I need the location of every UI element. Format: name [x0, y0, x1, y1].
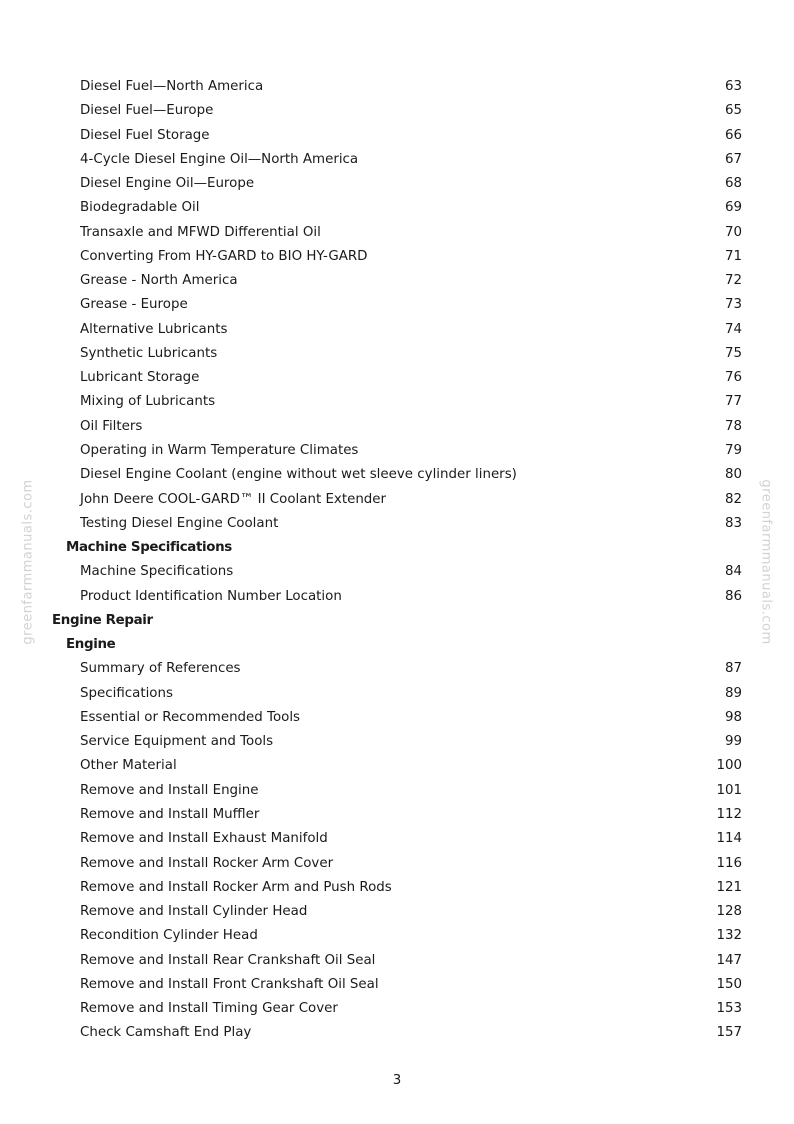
toc-entry-title: Check Camshaft End Play [80, 1025, 252, 1041]
toc-entry-title: Oil Filters [80, 418, 143, 434]
toc-entry-page-number: 157 [716, 1025, 742, 1041]
toc-subsection-heading[interactable] [0, 536, 794, 560]
toc-entry-page-number: 128 [716, 904, 742, 920]
toc-entry[interactable] [0, 75, 794, 99]
toc-entry[interactable] [0, 900, 794, 924]
toc-entry-title: 4-Cycle Diesel Engine Oil—North America [80, 151, 359, 167]
toc-entry[interactable] [0, 245, 794, 269]
toc-entry-page-number: 101 [716, 782, 742, 798]
toc-entry-title: Remove and Install Timing Gear Cover [80, 1001, 338, 1017]
toc-entry[interactable] [0, 949, 794, 973]
toc-entry[interactable] [0, 463, 794, 487]
toc-entry-title: Diesel Engine Oil—Europe [80, 176, 255, 192]
toc-entry[interactable] [0, 657, 794, 681]
toc-entry-title: Service Equipment and Tools [80, 734, 274, 750]
toc-entry[interactable] [0, 342, 794, 366]
toc-entry[interactable] [0, 706, 794, 730]
toc-entry[interactable] [0, 196, 794, 220]
toc-entry-title: Remove and Install Rocker Arm and Push Rods [80, 879, 392, 895]
toc-entry[interactable] [0, 754, 794, 778]
toc-entry-title: Biodegradable Oil [80, 200, 200, 216]
toc-entry[interactable] [0, 293, 794, 317]
toc-entry-page-number: 78 [724, 418, 742, 434]
toc-entry-page-number: 112 [716, 806, 742, 822]
toc-entry-page-number: 116 [716, 855, 742, 871]
toc-entry[interactable] [0, 390, 794, 414]
toc-entry-title: Diesel Engine Coolant (engine without wet sleeve cylinder liners) [80, 467, 517, 483]
toc-entry-page-number: 77 [724, 394, 742, 410]
toc-entry-title: Alternative Lubricants [80, 321, 228, 337]
toc-entry-page-number: 71 [724, 248, 742, 264]
toc-entry-title: Remove and Install Cylinder Head [80, 904, 308, 920]
toc-entry[interactable] [0, 1021, 794, 1045]
toc-entry-page-number: 74 [724, 321, 742, 337]
toc-entry[interactable] [0, 876, 794, 900]
toc-entry[interactable] [0, 585, 794, 609]
toc-entry[interactable] [0, 415, 794, 439]
toc-entry[interactable] [0, 318, 794, 342]
toc-entry-title: Synthetic Lubricants [80, 345, 218, 361]
toc-entry[interactable] [0, 730, 794, 754]
toc-entry-page-number: 66 [724, 127, 742, 143]
toc-entry-page-number: 76 [724, 370, 742, 386]
toc-entry-title: Machine Specifications [80, 564, 234, 580]
toc-entry-title: Specifications [80, 685, 173, 701]
toc-entry-page-number: 63 [724, 79, 742, 94]
toc-entry-title: Engine Repair [52, 612, 153, 628]
toc-entry-page-number: 82 [724, 491, 742, 507]
toc-entry-title: Other Material [80, 758, 177, 774]
toc-entry-title: Remove and Install Engine [80, 782, 259, 798]
toc-entry-title: Diesel Fuel—Europe [80, 103, 214, 119]
toc-entry-page-number: 89 [724, 685, 742, 701]
toc-entry[interactable] [0, 99, 794, 123]
toc-entry-title: Mixing of Lubricants [80, 394, 216, 410]
toc-entry[interactable] [0, 852, 794, 876]
toc-entry[interactable] [0, 172, 794, 196]
toc-entry[interactable] [0, 269, 794, 293]
toc-entry-page-number: 69 [724, 200, 742, 216]
toc-entry-page-number: 75 [724, 345, 742, 361]
toc-entry-page-number: 70 [724, 224, 742, 240]
toc-entry[interactable] [0, 560, 794, 584]
toc-entry-page-number: 79 [724, 442, 742, 458]
toc-entry-title: Grease - North America [80, 273, 238, 289]
page-number: 3 [392, 1073, 402, 1088]
toc-entry[interactable] [0, 803, 794, 827]
toc-entry-title: Engine [66, 637, 116, 653]
toc-entry-title: Summary of References [80, 661, 241, 677]
toc-entry-title: John Deere COOL-GARD™ II Coolant Extender [80, 491, 387, 507]
toc-entry-title: Remove and Install Front Crankshaft Oil Seal [80, 976, 379, 992]
toc-entry[interactable] [0, 366, 794, 390]
toc-entry-page-number: 65 [724, 103, 742, 119]
toc-entry-page-number: 83 [724, 515, 742, 531]
watermark-left: greenfarmmanuals.com [20, 479, 36, 645]
toc-entry-page-number: 121 [716, 879, 742, 895]
watermark-right: greenfarmmanuals.com [758, 479, 774, 645]
toc-entry-page-number: 98 [724, 709, 742, 725]
toc-entry-title: Product Identification Number Location [80, 588, 342, 604]
toc-entry[interactable] [0, 827, 794, 851]
toc-entry[interactable] [0, 148, 794, 172]
toc-entry-title: Transaxle and MFWD Differential Oil [80, 224, 321, 240]
toc-section-heading[interactable] [0, 609, 794, 633]
toc-entry-page-number: 150 [716, 976, 742, 992]
toc-subsection-heading[interactable] [0, 633, 794, 657]
toc-entry-page-number: 87 [724, 661, 742, 677]
toc-entry-page-number: 153 [716, 1001, 742, 1017]
toc-entry-page-number: 100 [716, 758, 742, 774]
toc-entry-page-number: 73 [724, 297, 742, 313]
toc-entry-title: Diesel Fuel Storage [80, 127, 210, 143]
toc-entry[interactable] [0, 973, 794, 997]
toc-entry[interactable] [0, 124, 794, 148]
toc-entry-title: Recondition Cylinder Head [80, 928, 258, 944]
toc-entry-title: Remove and Install Muffler [80, 806, 260, 822]
toc-entry[interactable] [0, 924, 794, 948]
toc-entry-page-number: 99 [724, 734, 742, 750]
toc-entry-page-number: 72 [724, 273, 742, 289]
toc-entry-title: Operating in Warm Temperature Climates [80, 442, 359, 458]
toc-entry[interactable] [0, 221, 794, 245]
toc-entry-title: Testing Diesel Engine Coolant [80, 515, 279, 531]
toc-entry-page-number: 147 [716, 952, 742, 968]
toc-entry-page-number: 114 [716, 831, 742, 847]
toc-entry[interactable] [0, 488, 794, 512]
toc-entry-title: Remove and Install Rocker Arm Cover [80, 855, 334, 871]
toc-entry[interactable] [0, 512, 794, 536]
toc-entry-title: Grease - Europe [80, 297, 188, 313]
toc-entry[interactable] [0, 439, 794, 463]
toc-entry-page-number: 68 [724, 176, 742, 192]
toc-entry[interactable] [0, 997, 794, 1021]
toc-entry-page-number: 132 [716, 928, 742, 944]
table-of-contents [0, 75, 794, 1046]
toc-entry-title: Essential or Recommended Tools [80, 709, 301, 725]
toc-entry-title: Diesel Fuel—North America [80, 79, 264, 94]
toc-entry-title: Converting From HY-GARD to BIO HY-GARD [80, 248, 368, 264]
toc-entry-title: Lubricant Storage [80, 370, 200, 386]
toc-entry-title: Machine Specifications [66, 540, 232, 556]
toc-entry-page-number: 67 [724, 151, 742, 167]
toc-entry-page-number: 80 [724, 467, 742, 483]
toc-entry-page-number: 84 [724, 564, 742, 580]
toc-entry[interactable] [0, 779, 794, 803]
toc-entry-page-number: 86 [724, 588, 742, 604]
toc-entry[interactable] [0, 682, 794, 706]
toc-entry-title: Remove and Install Exhaust Manifold [80, 831, 328, 847]
toc-entry-title: Remove and Install Rear Crankshaft Oil Seal [80, 952, 376, 968]
